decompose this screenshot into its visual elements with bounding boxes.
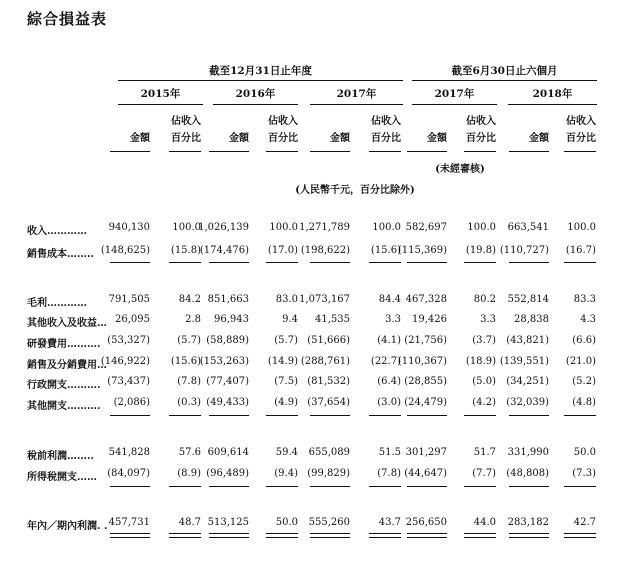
- cell-other-expenses: (3.0): [377, 397, 401, 408]
- group-rule-six-months: [412, 80, 597, 81]
- cell-revenue: 582,697: [405, 222, 447, 233]
- cell-profit-before-tax: 59.4: [275, 447, 298, 458]
- col-header-pct-line2: 百分比: [466, 133, 496, 144]
- cell-other-expenses: (37,654): [307, 397, 350, 408]
- cell-other-expenses: (49,433): [206, 397, 249, 408]
- subtotal-rule: [564, 415, 596, 416]
- cell-selling-expenses: (139,551): [499, 356, 549, 367]
- subtotal-rule: [110, 262, 150, 263]
- col-header-amount: 金額: [427, 133, 447, 144]
- col-header-pct-line2: 百分比: [371, 133, 401, 144]
- col-header-amount: 金額: [229, 133, 249, 144]
- col-header-pct-line2: 百分比: [268, 133, 298, 144]
- cell-other-income: 9.4: [282, 314, 298, 325]
- cell-gross-profit: 84.4: [378, 294, 401, 305]
- subtotal-rule: [564, 262, 596, 263]
- cell-cost-of-sales: (198,622): [300, 245, 350, 256]
- cell-profit-before-tax: 609,614: [207, 447, 249, 458]
- subtotal-rule: [369, 262, 401, 263]
- col-header-pct-line1: 佔收入: [466, 116, 496, 127]
- col-header-rule: [110, 151, 150, 152]
- cell-revenue: 100.0: [567, 222, 596, 233]
- cell-rd-expenses: (5.7): [177, 335, 201, 346]
- cell-rd-expenses: (21,756): [404, 335, 447, 346]
- cell-rd-expenses: (53,327): [107, 335, 150, 346]
- year-rule-2017-h1: [412, 104, 497, 105]
- cell-profit-for-period: 42.7: [573, 517, 596, 528]
- subtotal-rule: [209, 262, 249, 263]
- col-header-pct: [464, 113, 496, 147]
- cell-gross-profit: 80.2: [473, 294, 496, 305]
- col-header-pct: [169, 113, 201, 147]
- col-header-pct: [369, 113, 401, 147]
- cell-other-expenses: (24,479): [404, 397, 447, 408]
- row-label-revenue: 收入…………: [27, 226, 87, 237]
- cell-profit-before-tax: 57.6: [178, 447, 201, 458]
- row-label-other-expenses: 其他開支……….: [27, 401, 101, 412]
- subtotal-rule: [310, 415, 350, 416]
- cell-admin-expenses: (77,407): [206, 376, 249, 387]
- year-header-2017: 2017年: [336, 88, 377, 100]
- cell-profit-before-tax: 541,828: [108, 447, 150, 458]
- col-header-pct-line1: 佔收入: [566, 116, 596, 127]
- page-title: 綜合損益表: [27, 10, 108, 28]
- cell-income-tax: (7.7): [472, 468, 496, 479]
- subtotal-rule: [464, 486, 496, 487]
- col-header-pct: [266, 113, 298, 147]
- subtotal-rule: [407, 415, 447, 416]
- year-rule-2015: [118, 104, 203, 105]
- cell-rd-expenses: (43,821): [506, 335, 549, 346]
- col-header-rule: [464, 151, 496, 152]
- cell-profit-for-period: 555,260: [308, 517, 350, 528]
- cell-profit-for-period: 48.7: [178, 517, 201, 528]
- subtotal-rule: [369, 486, 401, 487]
- cell-other-expenses: (4.9): [274, 397, 298, 408]
- cell-profit-for-period: 256,650: [405, 517, 447, 528]
- subtotal-rule: [110, 486, 150, 487]
- cell-admin-expenses: (7.8): [177, 376, 201, 387]
- cell-profit-before-tax: 331,990: [507, 447, 549, 458]
- cell-other-expenses: (4.8): [572, 397, 596, 408]
- row-label-admin-expenses: 行政開支……….: [27, 380, 101, 391]
- total-double-rule: [509, 533, 549, 538]
- cell-revenue: 100.0: [269, 222, 298, 233]
- cell-admin-expenses: (73,437): [107, 376, 150, 387]
- cell-revenue: 1,026,139: [198, 222, 249, 233]
- cell-revenue: 100.0: [372, 222, 401, 233]
- total-double-rule: [110, 533, 150, 538]
- cell-rd-expenses: (58,889): [206, 335, 249, 346]
- cell-selling-expenses: (146,922): [100, 356, 150, 367]
- subtotal-rule: [266, 262, 298, 263]
- cell-other-expenses: (2,086): [113, 397, 150, 408]
- cell-income-tax: (84,097): [107, 468, 150, 479]
- subtotal-rule: [509, 262, 549, 263]
- cell-admin-expenses: (6.4): [377, 376, 401, 387]
- cell-selling-expenses: (18.9): [465, 356, 496, 367]
- col-header-pct-line2: 百分比: [566, 133, 596, 144]
- cell-selling-expenses: (22.7): [370, 356, 401, 367]
- row-label-selling-expenses: 銷售及分銷費用…: [27, 360, 107, 371]
- subtotal-rule: [110, 415, 150, 416]
- cell-cost-of-sales: (16.7): [565, 245, 596, 256]
- subtotal-rule: [509, 486, 549, 487]
- cell-profit-for-period: 44.0: [473, 517, 496, 528]
- col-header-rule: [209, 151, 249, 152]
- cell-income-tax: (99,829): [307, 468, 350, 479]
- col-header-rule: [310, 151, 350, 152]
- col-header-rule: [266, 151, 298, 152]
- row-label-income-tax: 所得稅開支……: [27, 472, 97, 483]
- group-rule-year-end: [118, 80, 403, 81]
- cell-profit-before-tax: 655,089: [308, 447, 350, 458]
- col-header-pct-line1: 佔收入: [171, 116, 201, 127]
- col-header-pct-line1: 佔收入: [268, 116, 298, 127]
- total-double-rule: [369, 533, 401, 538]
- cell-profit-for-period: 283,182: [507, 517, 549, 528]
- cell-cost-of-sales: (19.8): [465, 245, 496, 256]
- subtotal-rule: [407, 486, 447, 487]
- cell-other-income: 19,426: [412, 314, 447, 325]
- cell-revenue: 940,130: [108, 222, 150, 233]
- col-header-amount: 金額: [529, 133, 549, 144]
- col-header-rule: [407, 151, 447, 152]
- total-double-rule: [407, 533, 447, 538]
- cell-rd-expenses: (3.7): [472, 335, 496, 346]
- cell-admin-expenses: (28,855): [404, 376, 447, 387]
- cell-cost-of-sales: (110,727): [499, 245, 549, 256]
- cell-gross-profit: 552,814: [507, 294, 549, 305]
- cell-admin-expenses: (7.5): [274, 376, 298, 387]
- cell-gross-profit: 791,505: [108, 294, 150, 305]
- row-label-profit-before-tax: 稅前利潤……..: [27, 451, 94, 462]
- total-double-rule: [209, 533, 249, 538]
- cell-rd-expenses: (4.1): [377, 335, 401, 346]
- cell-admin-expenses: (5.2): [572, 376, 596, 387]
- cell-gross-profit: 83.0: [275, 294, 298, 305]
- year-rule-2018-h1: [508, 104, 597, 105]
- cell-cost-of-sales: (148,625): [100, 245, 150, 256]
- col-header-rule: [169, 151, 201, 152]
- cell-cost-of-sales: (115,369): [397, 245, 447, 256]
- cell-profit-for-period: 50.0: [275, 517, 298, 528]
- subtotal-rule: [266, 486, 298, 487]
- col-header-pct-line1: 佔收入: [371, 116, 401, 127]
- subtotal-rule: [169, 486, 201, 487]
- cell-revenue: 663,541: [507, 222, 549, 233]
- total-double-rule: [169, 533, 201, 538]
- subtotal-rule: [564, 486, 596, 487]
- subtotal-rule: [509, 415, 549, 416]
- col-header-pct: [564, 113, 596, 147]
- year-header-2018-h1: 2018年: [532, 88, 573, 100]
- cell-selling-expenses: (15.6): [170, 356, 201, 367]
- cell-income-tax: (48,808): [506, 468, 549, 479]
- subtotal-rule: [464, 262, 496, 263]
- cell-profit-for-period: 43.7: [378, 517, 401, 528]
- cell-cost-of-sales: (17.0): [267, 245, 298, 256]
- cell-gross-profit: 467,328: [405, 294, 447, 305]
- cell-cost-of-sales: (15.6): [370, 245, 401, 256]
- subtotal-rule: [209, 486, 249, 487]
- subtotal-rule: [369, 415, 401, 416]
- cell-profit-for-period: 513,125: [207, 517, 249, 528]
- cell-other-income: 3.3: [480, 314, 496, 325]
- group-header-six-months: 截至6月30日止六個月: [451, 65, 558, 77]
- cell-profit-before-tax: 51.7: [473, 447, 496, 458]
- cell-admin-expenses: (81,532): [307, 376, 350, 387]
- cell-profit-before-tax: 51.5: [378, 447, 401, 458]
- group-header-year-end: 截至12月31日止年度: [209, 65, 312, 77]
- cell-cost-of-sales: (174,476): [199, 245, 249, 256]
- cell-cost-of-sales: (15.8): [170, 245, 201, 256]
- row-label-profit-for-period: 年內／期內利潤. .: [27, 521, 108, 532]
- subtotal-rule: [310, 262, 350, 263]
- subtotal-rule: [169, 415, 201, 416]
- cell-rd-expenses: (51,666): [307, 335, 350, 346]
- cell-admin-expenses: (34,251): [506, 376, 549, 387]
- cell-rd-expenses: (5.7): [274, 335, 298, 346]
- year-rule-2016: [213, 104, 298, 105]
- col-header-amount: 金額: [130, 133, 150, 144]
- cell-selling-expenses: (21.0): [565, 356, 596, 367]
- cell-income-tax: (44,647): [404, 468, 447, 479]
- total-double-rule: [464, 533, 496, 538]
- cell-income-tax: (7.8): [377, 468, 401, 479]
- cell-profit-for-period: 457,731: [108, 517, 150, 528]
- cell-other-expenses: (32,039): [506, 397, 549, 408]
- cell-profit-before-tax: 301,297: [405, 447, 447, 458]
- row-label-cost-of-sales: 銷售成本……..: [27, 249, 94, 260]
- units-note: (人民幣千元，百分比除外): [295, 185, 415, 196]
- row-label-gross-profit: 毛利…………: [27, 298, 87, 309]
- unaudited-note: (未經審核): [435, 164, 485, 175]
- cell-gross-profit: 84.2: [178, 294, 201, 305]
- cell-selling-expenses: (110,367): [397, 356, 447, 367]
- year-header-2017-h1: 2017年: [434, 88, 475, 100]
- total-double-rule: [266, 533, 298, 538]
- cell-selling-expenses: (14.9): [267, 356, 298, 367]
- cell-other-income: 96,943: [214, 314, 249, 325]
- col-header-rule: [509, 151, 549, 152]
- year-rule-2017: [310, 104, 403, 105]
- cell-gross-profit: 851,663: [207, 294, 249, 305]
- total-double-rule: [564, 533, 596, 538]
- cell-other-expenses: (0.3): [177, 397, 201, 408]
- row-label-rd-expenses: 研發費用……….: [27, 339, 101, 350]
- subtotal-rule: [209, 415, 249, 416]
- subtotal-rule: [169, 262, 201, 263]
- cell-income-tax: (7.3): [572, 468, 596, 479]
- cell-admin-expenses: (5.0): [472, 376, 496, 387]
- cell-other-income: 41,535: [315, 314, 350, 325]
- cell-other-income: 3.3: [385, 314, 401, 325]
- cell-income-tax: (9.4): [274, 468, 298, 479]
- cell-other-income: 28,838: [514, 314, 549, 325]
- cell-income-tax: (8.9): [177, 468, 201, 479]
- col-header-rule: [369, 151, 401, 152]
- cell-revenue: 1,271,789: [299, 222, 350, 233]
- row-label-other-income: 其他收入及收益…: [27, 318, 107, 329]
- cell-revenue: 100.0: [172, 222, 201, 233]
- cell-selling-expenses: (153,263): [199, 356, 249, 367]
- year-header-2015: 2015年: [140, 88, 181, 100]
- col-header-amount: 金額: [330, 133, 350, 144]
- cell-selling-expenses: (288,761): [300, 356, 350, 367]
- cell-other-income: 2.8: [185, 314, 201, 325]
- subtotal-rule: [310, 486, 350, 487]
- cell-other-income: 26,095: [115, 314, 150, 325]
- total-double-rule: [310, 533, 350, 538]
- cell-revenue: 100.0: [467, 222, 496, 233]
- subtotal-rule: [464, 415, 496, 416]
- cell-other-income: 4.3: [580, 314, 596, 325]
- cell-profit-before-tax: 50.0: [573, 447, 596, 458]
- col-header-rule: [564, 151, 596, 152]
- cell-gross-profit: 83.3: [573, 294, 596, 305]
- subtotal-rule: [266, 415, 298, 416]
- cell-rd-expenses: (6.6): [572, 335, 596, 346]
- cell-other-expenses: (4.2): [472, 397, 496, 408]
- cell-gross-profit: 1,073,167: [299, 294, 350, 305]
- subtotal-rule: [407, 262, 447, 263]
- year-header-2016: 2016年: [235, 88, 276, 100]
- col-header-pct-line2: 百分比: [171, 133, 201, 144]
- cell-income-tax: (96,489): [206, 468, 249, 479]
